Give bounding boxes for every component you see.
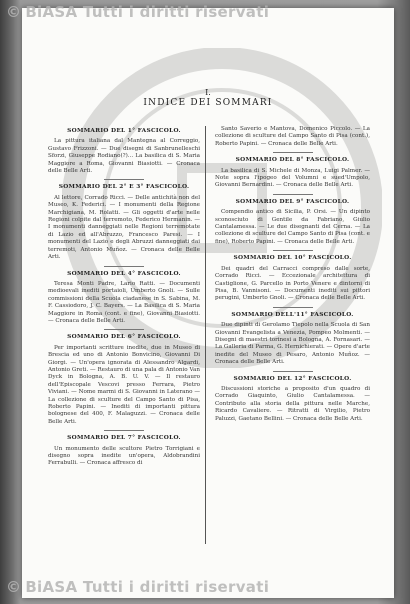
divider bbox=[104, 430, 144, 431]
section-numeral: I. bbox=[205, 88, 211, 97]
summary-section bbox=[48, 334, 200, 426]
section-heading: SOMMARIO DEL 9° FASCICOLO. bbox=[235, 198, 350, 205]
watermark-text: BiASA Tutti i diritti riservati bbox=[25, 578, 270, 596]
divider bbox=[273, 307, 313, 308]
divider bbox=[273, 250, 313, 251]
summary-section bbox=[215, 199, 370, 246]
section-text: Per importanti scritture inedite, due in Museo di Brescia ed uno di Antonio Bonvicino, Giovanni Di Giorgi. — Un'opera ignorata di Alessandro Algardi, Antonio Greti. — Restauro di una pala di Antonio Van Dyck in Bologna, A. B. U. V. — Il restauro dell'Episcopale Vescovi presso Ferrara, Pietro Viviani. — Nome marmi di S. Giovanni in Laterano — La collezione di sculture del Campo Santo di Pisa, Roberto Papini. — Inediti di importanti pittura bolognese del 400, F. Malaguzzi. — Cronaca delle Belle Arti. bbox=[48, 344, 200, 425]
copyright-icon: © bbox=[6, 578, 22, 596]
summary-section bbox=[215, 312, 370, 367]
section-text: La basilica di S. Michele di Monza, Luigi Palmer. — Note sopra l'ipogeo del Volumni e sued'Umpolo, Giovanni Bernardini. — Cronaca delle Belle Arti. bbox=[215, 167, 370, 189]
section-heading: SOMMARIO DEL 7° FASCICOLO. bbox=[67, 435, 181, 442]
section-text: Due dipinti di Gerolamo Tiepolo nella Scuola di San Giovanni Evangelista a Venezia, Pompeo Molmenti. — Disegni di maestri torinesi a Bologna, A. Fornasari. — La Galleria di Parma, G. Hernichierati. — Opere d'arte inedite del Museo di Pesaro, Antonio Muñoz. — Cronaca delle Belle Arti. bbox=[215, 322, 370, 366]
section-heading: SOMMARIO DEL 4° FASCICOLO. bbox=[67, 270, 181, 277]
section-heading: SOMMARIO DEL 8° FASCICOLO. bbox=[235, 157, 350, 164]
section-text: Al lettore, Corrado Ricci. — Delle antichità non del Museo, K. Federici. — I monumenti della Regione Marchigiana, M. Rolatti. — Gli oggetti d'arte nelle Regioni colpite dal terremoto, Federico Hermanin. — I monumenti danneggiati nelle Regioni terremotate di Lazio ed all'Abruzzo, Francesco Paresi. — I monumenti del Lazio e degli Abruzzi danneggiati dai terremoti, Antonio Muñoz. — Cronaca delle Belle Arti. bbox=[48, 194, 200, 261]
document-page bbox=[22, 8, 394, 598]
section-heading: SOMMARIO DEL 1° FASCICOLO. bbox=[67, 128, 181, 134]
section-text: La pittura italiana dal Mantegna al Correggio, Gustavo Frizzoni. — Due disegni di Sanbrunelleschi Sforzi, Giuseppe Rodiano(?)... La basilica di S. Maria Maggiore a Roma, Giovanni Biasiotti. — Cronaca delle Belle Arti. bbox=[48, 138, 200, 175]
divider bbox=[104, 179, 144, 180]
section-text: Compendio antico di Sicilia, P. Orsi. — Un dipinto sconosciuto di Gentile da Fabriano, Giulio Cantalamessa. — Le due disegnanti del Cerna. — La collezione di sculture del Campo Santo di Pisa (cont. e fine), Roberto Papini. — Cronaca delle Belle Arti. bbox=[215, 209, 370, 245]
summary-section bbox=[48, 184, 200, 261]
summary-section bbox=[48, 128, 200, 175]
summary-section bbox=[215, 126, 370, 148]
divider bbox=[104, 329, 144, 330]
section-text: Dei quadri del Carracci compreso dalle sorte, Corrado Ricci. — Eccezionale architettura di Castiglione, G. Parcello in Porto Venere e dintorni di Pisa, B. Vannisoni. — Documenti inediti sui pittori perugini, Umberto Gnoli. — Cronaca delle Belle Arti. bbox=[215, 265, 370, 302]
section-heading: SOMMARIO DELL'11° FASCICOLO. bbox=[231, 311, 354, 318]
divider bbox=[104, 266, 144, 267]
divider bbox=[273, 194, 313, 195]
copyright-icon: © bbox=[6, 3, 22, 21]
summary-section bbox=[48, 435, 200, 468]
divider bbox=[273, 371, 313, 372]
section-text: Un monumento delle scultore Pietro Torrigiani e disegno sopra inedite un'opera, Aldobrandini Ferrabulli. — Cronaca affresco di bbox=[48, 445, 200, 467]
summary-section bbox=[215, 157, 370, 190]
section-heading: SOMMARIO DEL 10° FASCICOLO. bbox=[233, 255, 352, 262]
page-title: INDICE DEI SOMMARI bbox=[143, 98, 273, 108]
watermark-text: BiASA Tutti i diritti riservati bbox=[25, 3, 270, 21]
summary-section bbox=[215, 376, 370, 423]
column-divider bbox=[205, 126, 206, 544]
copyright-watermark-top bbox=[0, 3, 410, 23]
section-text: Teresa Monti Padre, Lario Ratti. — Documenti medioevali inediti portaioli, Umberto Gnoli. — Sulle commissioni della Scuola ciadanese in S. Sabina, M. F. Cassiodoro, J. C. Bayers. — La Basilica di S. Maria Maggiore in Roma (cont. e fine), Giovanni Biasiotti. — Cronaca delle Belle Arti. bbox=[48, 280, 200, 324]
section-text: Discussioni storiche a proposito d'un quadro di Corrado Giaquinto, Giulio Cantalamessa. — Contributo alla storia della pittura nelle Marche, Ricardo Cavaliere. — Ritratti di Virgilio, Pietro Paluzzi, Gaetano Bellini. — Cronaca delle Belle Arti. bbox=[215, 385, 370, 422]
right-column bbox=[215, 126, 370, 427]
section-heading: SOMMARIO DEL 2° E 3° FASCICOLO. bbox=[58, 184, 190, 191]
section-heading: SOMMARIO DEL 12° FASCICOLO. bbox=[233, 375, 352, 382]
section-heading: SOMMARIO DEL 6° FASCICOLO. bbox=[67, 334, 181, 341]
section-text: Santo Saverio e Mantova, Domenico Piccolo. — La collezione di sculture del Campo Santo di Pisa (cont.), Roberto Papini. — Cronaca delle Belle Arti. bbox=[215, 126, 370, 147]
left-column bbox=[48, 126, 200, 472]
summary-section bbox=[48, 271, 200, 326]
summary-section bbox=[215, 255, 370, 302]
divider bbox=[273, 152, 313, 153]
copyright-watermark-bottom bbox=[0, 578, 410, 598]
